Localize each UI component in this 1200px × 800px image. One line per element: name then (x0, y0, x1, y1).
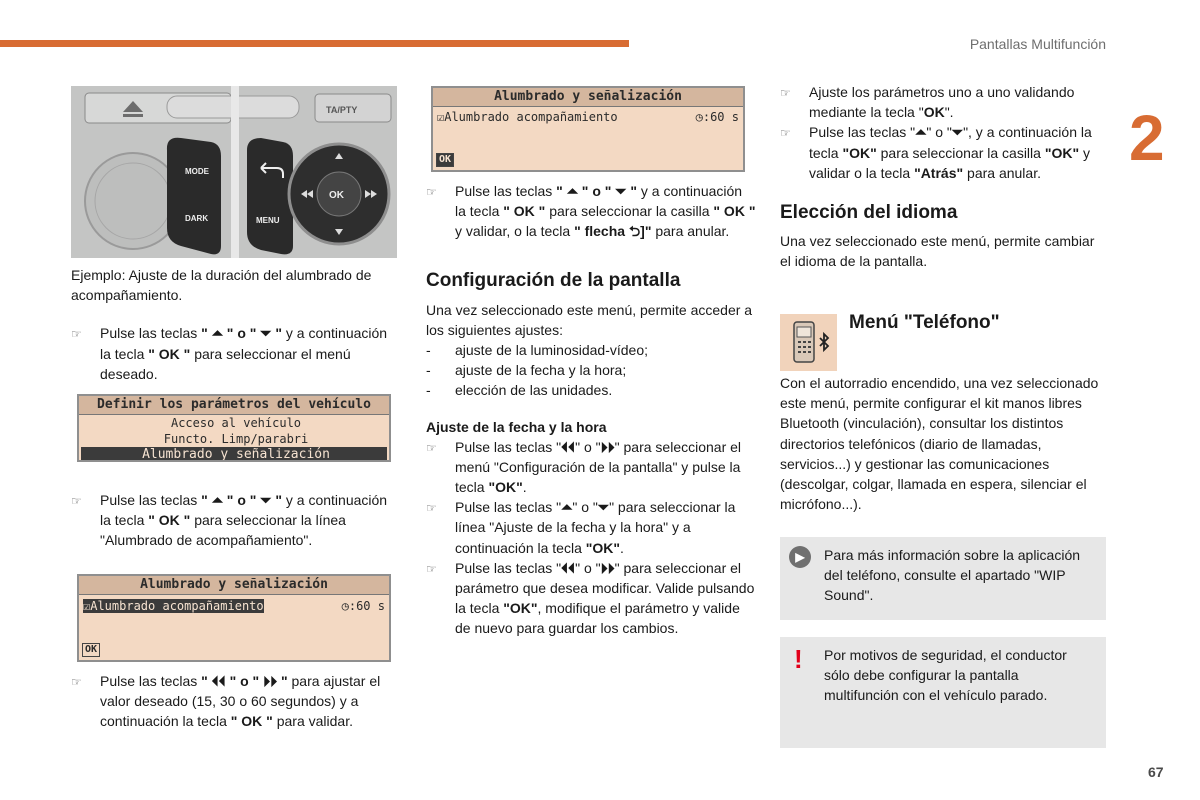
lcd-row: ☑Alumbrado acompañamiento ◷:60 s (437, 110, 739, 124)
mode-label: MODE (185, 167, 209, 176)
control-panel-drawing (71, 86, 397, 258)
section-heading-language: Elección del idioma (780, 202, 958, 224)
section-heading-phone: Menú "Teléfono" (849, 312, 1000, 333)
page-number: 67 (1148, 764, 1164, 780)
info-text: Para más información sobre la aplicación del teléfono, consulte el apartado "WIP Sound". (824, 547, 1081, 604)
hand-pointer-icon: ☞ (780, 126, 791, 141)
lcd-line: Acceso al vehículo (170, 416, 302, 430)
hand-pointer-icon: ☞ (426, 440, 437, 455)
lcd-ok-button: OK (82, 643, 100, 657)
column-3-b (780, 373, 1106, 514)
column-1-b (71, 490, 401, 551)
page-header-title: Pantallas Multifunción (969, 36, 1106, 52)
ok-label: OK (329, 190, 344, 201)
chapter-number: 2 (1129, 102, 1165, 174)
column-3 (780, 82, 1106, 271)
warning-box (780, 637, 1106, 748)
hand-pointer-icon: ☞ (71, 494, 82, 508)
bluetooth-phone-icon (780, 314, 837, 371)
hand-pointer-icon: ☞ (780, 86, 791, 100)
dark-label: DARK (185, 214, 209, 223)
column-2 (426, 181, 756, 639)
lcd-row: ☑Alumbrado acompañamiento ◷:60 s (83, 599, 385, 613)
settings-list-item: - ajuste de la luminosidad-vídeo; (426, 342, 649, 359)
instruction-6: ☞ Pulse las teclas "⏶" o "⏷" para seleccionar la línea "Ajuste de la fecha y la hora" y a continuación la tecla "OK". (426, 499, 736, 556)
ta-pty-label: TA/PTY (326, 105, 358, 115)
info-arrow-icon: ▶ (789, 546, 811, 568)
example-caption: Ejemplo: Ajuste de la duración del alumbrado de acompañamiento. (71, 267, 372, 304)
hand-pointer-icon: ☞ (426, 501, 437, 516)
lcd-title: Alumbrado y señalización (433, 88, 743, 107)
lcd-title: Alumbrado y señalización (79, 576, 389, 595)
section-heading-display-config: Configuración de la pantalla (426, 269, 681, 291)
settings-list-item: - elección de las unidades. (426, 382, 613, 399)
lcd-line: Functo. Limp/parabri (163, 432, 309, 446)
instruction-3: ☞ Pulse las teclas " ⏴⏴ " o " ⏵⏵ " para ajustar el valor deseado (15, 30 o 60 segundos) y a continuación la tecla " OK " para validar. (71, 673, 381, 730)
subheading-date-time: Ajuste de la fecha y la hora (426, 418, 607, 435)
lcd-screen-lighting-2 (431, 86, 745, 172)
instruction-5: ☞ Pulse las teclas "⏴⏴" o "⏵⏵" para seleccionar el menú "Configuración de la pantalla" y pulse la tecla "OK". (426, 438, 742, 496)
instruction-8: ☞ Ajuste los parámetros uno a uno validando mediante la tecla "OK". (780, 84, 1075, 121)
warning-text: Por motivos de seguridad, el conductor sólo debe configurar la pantalla multifunción con el vehículo parado. (824, 647, 1067, 704)
menu-label: MENU (256, 216, 280, 225)
hand-pointer-icon: ☞ (71, 327, 82, 342)
language-text: Una vez seleccionado este menú, permite cambiar el idioma de la pantalla. (780, 233, 1095, 270)
instruction-2: ☞ Pulse las teclas " ⏶ " o " ⏷ " y a continuación la tecla " OK " para seleccionar la línea "Alumbrado de acompañamiento". (71, 492, 388, 549)
hand-pointer-icon: ☞ (426, 185, 437, 199)
instruction-9: ☞ Pulse las teclas "⏶" o "⏷", y a continuación la tecla "OK" para seleccionar la casilla "OK" y validar o la tecla "Atrás" para anular. (780, 124, 1092, 181)
phone-text: Con el autorradio encendido, una vez seleccionado este menú, permite configurar el kit manos libres Bluetooth (vinculación), consultar los distintos directorios telefónicos (diario de llamadas, servicios...) y gestionar las comunicaciones (descolgar, colgar, llamada en espera, silenciar el micrófono...). (780, 375, 1099, 513)
lcd-screen-lighting (77, 574, 391, 662)
info-box (780, 537, 1106, 620)
column-1-c (71, 671, 401, 732)
column-1 (71, 265, 401, 384)
instruction-7: ☞ Pulse las teclas "⏴⏴" o "⏵⏵" para seleccionar el parámetro que desea modificar. Valide pulsando la tecla "OK", modifique el parámetro y valide de nuevo para guardar los cambios. (426, 559, 755, 637)
warning-exclamation-icon: ! (794, 644, 803, 674)
instruction-4: ☞ Pulse las teclas " ⏶ " o " ⏷ " y a continuación la tecla " OK " para seleccionar la casilla " OK " y validar, o la tecla " flecha ⮌]" para anular. (426, 183, 756, 240)
lcd-title: Definir los parámetros del vehículo (79, 396, 389, 415)
settings-list-item: - ajuste de la fecha y la hora; (426, 362, 627, 379)
lcd-screen-vehicle-params (77, 394, 391, 462)
lcd-ok-button: OK (436, 153, 454, 167)
hand-pointer-icon: ☞ (426, 561, 437, 576)
header-accent-bar (0, 40, 629, 47)
hand-pointer-icon: ☞ (71, 675, 82, 689)
instruction-1: ☞ Pulse las teclas " ⏶ " o " ⏷ " y a continuación la tecla " OK " para seleccionar el menú deseado. (71, 325, 388, 382)
display-config-intro: Una vez seleccionado este menú, permite acceder a los siguientes ajustes: (426, 301, 753, 338)
control-panel-illustration (71, 86, 397, 258)
lcd-selected-line: Alumbrado y señalización (81, 447, 387, 462)
